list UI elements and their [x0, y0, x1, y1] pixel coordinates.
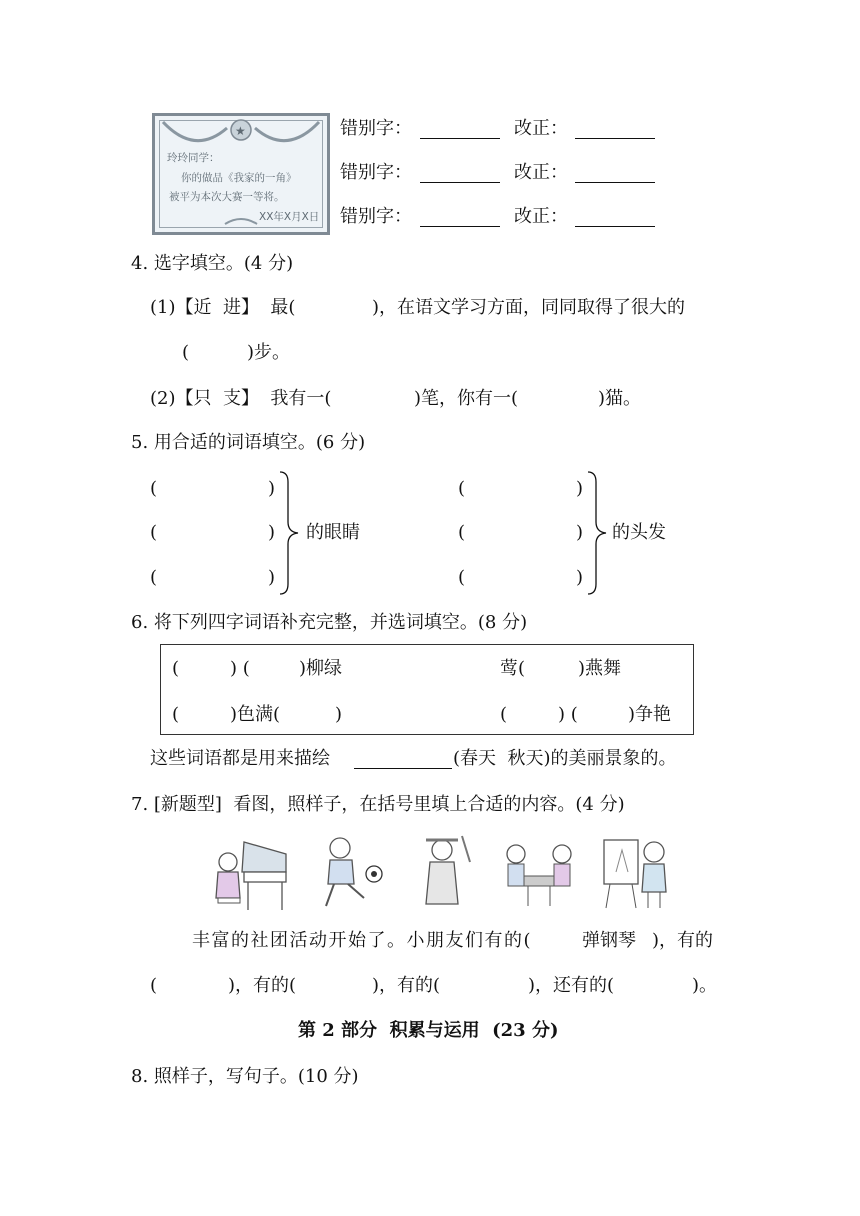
q6-sentence-prefix: 这些词语都是用来描绘	[150, 748, 330, 769]
paren-open: (	[150, 567, 158, 588]
painting-girl-illustration	[600, 832, 672, 912]
correction-label: 改正：	[514, 206, 568, 227]
word-item-2a: 莺(	[500, 658, 526, 679]
q7-line2-d: )，还有的(	[528, 975, 615, 996]
q4-p2-mid: )笔，你有一(	[414, 388, 519, 409]
section-title: 第 2 部分 积累与运用 (23 分)	[298, 1020, 559, 1041]
correction-blank[interactable]	[575, 164, 655, 183]
certificate-greeting: 玲玲同学：	[167, 152, 220, 164]
correction-blank[interactable]	[575, 208, 655, 227]
certificate-line2: 被平为本次大赛一等将。	[169, 191, 285, 203]
word-item-1c: )柳绿	[299, 658, 343, 679]
paren-open: (	[458, 567, 466, 588]
q4-p2-suffix: )猫。	[598, 388, 642, 409]
paren-open: (	[458, 522, 466, 543]
certificate-date: XX年X月X日	[259, 211, 320, 223]
correction-label: 改正：	[514, 118, 568, 139]
q7-line1-prefix: 丰富的社团活动开始了。小朋友们有的(	[192, 930, 533, 951]
paren-close: )	[576, 478, 584, 499]
certificate-image	[152, 113, 330, 235]
wrong-char-blank[interactable]	[420, 164, 500, 183]
eyes-label: 的眼睛	[306, 522, 360, 543]
paren-close: )	[576, 567, 584, 588]
wrong-char-label: 错别字：	[340, 118, 412, 139]
paren-close: )	[268, 522, 276, 543]
paren-close: )	[576, 522, 584, 543]
season-blank[interactable]	[354, 750, 452, 769]
q6-sentence-suffix: (春天 秋天)的美丽景象的。	[453, 748, 677, 769]
correction-blank[interactable]	[575, 120, 655, 139]
q7-line1-suffix: )，有的	[652, 930, 714, 951]
opera-performer-illustration	[410, 832, 476, 912]
certificate-line1: 你的做品《我家的一角》	[181, 172, 297, 184]
paren-close: )	[268, 478, 276, 499]
word-item-3c: )	[335, 704, 343, 725]
q4-p1-suffix: )，在语文学习方面，同同取得了很大的	[372, 297, 686, 318]
word-item-1b: ) (	[230, 658, 250, 679]
wrong-char-label: 错别字：	[340, 206, 412, 227]
wrong-char-blank[interactable]	[420, 120, 500, 139]
q7-line2-e: )。	[692, 975, 718, 996]
q7-line2-c: )，有的(	[372, 975, 441, 996]
svg-text:★: ★	[235, 124, 246, 138]
q4-p1-open: (	[182, 342, 190, 363]
word-item-4c: )争艳	[628, 704, 672, 725]
paren-close: )	[268, 567, 276, 588]
correction-label: 改正：	[514, 162, 568, 183]
q8-title: 8. 照样子，写句子。(10 分)	[131, 1066, 359, 1087]
q5-title: 5. 用合适的词语填空。(6 分)	[131, 432, 366, 453]
right-brace-icon	[276, 470, 302, 596]
wrong-char-label: 错别字：	[340, 162, 412, 183]
q7-line2-b: )，有的(	[228, 975, 297, 996]
q4-p2-prefix: (2)【只 支】 我有一(	[150, 388, 332, 409]
soccer-boy-illustration	[312, 832, 390, 912]
q7-example: 弹钢琴	[582, 930, 636, 951]
word-item-2b: )燕舞	[578, 658, 622, 679]
q4-p1-prefix: (1)【近 进】 最(	[150, 297, 296, 318]
paren-open: (	[458, 478, 466, 499]
piano-girl-illustration	[214, 832, 294, 912]
q4-p1-close: )步。	[247, 342, 291, 363]
q7-title: 7. [新题型] 看图，照样子，在括号里填上合适的内容。(4 分)	[131, 794, 625, 815]
q4-title: 4. 选字填空。(4 分)	[131, 253, 294, 274]
right-brace-icon	[584, 470, 610, 596]
word-item-4a: (	[500, 704, 508, 725]
hair-label: 的头发	[612, 522, 666, 543]
word-item-3b: )色满(	[230, 704, 281, 725]
wrong-char-blank[interactable]	[420, 208, 500, 227]
word-item-4b: ) (	[558, 704, 578, 725]
chess-players-illustration	[502, 836, 576, 912]
q7-line2-a: (	[150, 975, 158, 996]
paren-open: (	[150, 478, 158, 499]
q6-title: 6. 将下列四字词语补充完整，并选词填空。(8 分)	[131, 612, 528, 633]
word-item-3a: (	[172, 704, 180, 725]
word-item-1a: (	[172, 658, 180, 679]
paren-open: (	[150, 522, 158, 543]
